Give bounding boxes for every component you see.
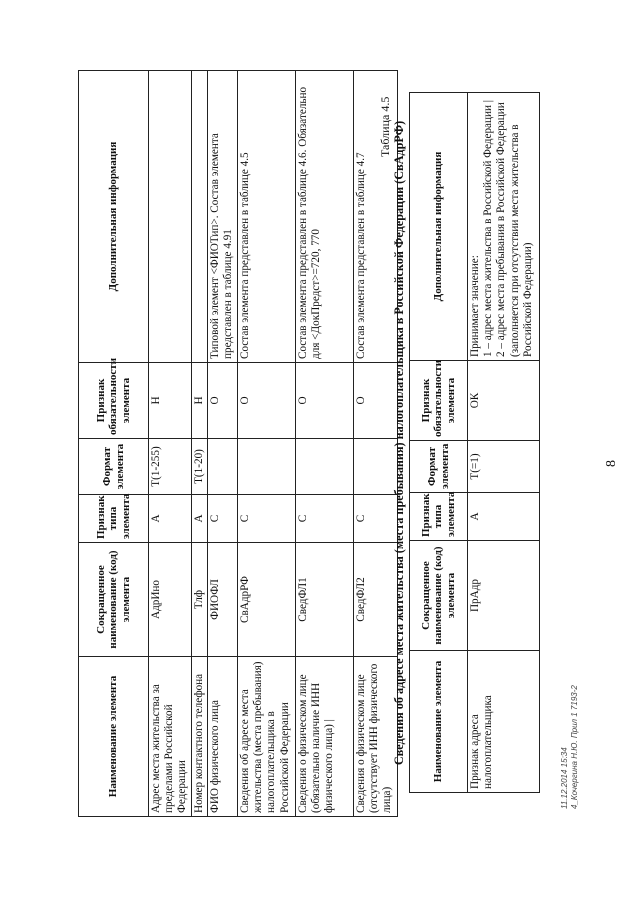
page-number: 8 (604, 460, 619, 467)
cell-name: ФИО физического лица (207, 657, 237, 817)
cell-info (149, 71, 192, 363)
table-header-row (410, 93, 468, 793)
elements-table (78, 70, 398, 817)
cell-code: АдрИно (149, 543, 192, 657)
cell-format (295, 439, 353, 495)
cell-code: Тлф (191, 543, 207, 657)
table-title: Сведения об адресе места жительства (места пребывания) налогоплательщика в Российской Федерации (СвАдрРФ) (392, 120, 406, 766)
cell-type: А (468, 493, 540, 541)
address-table (409, 92, 540, 793)
header-element-type: Признак типа элемента (79, 495, 149, 543)
cell-info: Состав элемента представлен в таблице 4.5 (237, 71, 295, 363)
cell-format (353, 439, 397, 495)
cell-code: СвАдрРФ (237, 543, 295, 657)
cell-required: О (207, 363, 237, 439)
cell-info (468, 93, 540, 361)
info-line: 1 – адрес места жительства в Российской Федерации | (482, 99, 495, 357)
cell-type: С (237, 495, 295, 543)
info-line: Принимает значение: (469, 255, 481, 357)
cell-code: ФИОФЛ (207, 543, 237, 657)
cell-format (237, 439, 295, 495)
cell-required: Н (149, 363, 192, 439)
cell-type: А (191, 495, 207, 543)
table-header-row (79, 71, 149, 817)
table-row (353, 71, 397, 817)
cell-name: Сведения о физическом лице (отсутствует ИНН физического лица) (353, 657, 397, 817)
cell-type: С (353, 495, 397, 543)
table-row (295, 71, 353, 817)
table-number-label: Таблица 4.5 (378, 96, 392, 157)
header-element-code: Сокращенное наименование (код) элемента (410, 541, 468, 651)
table-row (468, 93, 540, 793)
cell-info: Состав элемента представлен в таблице 4.7 (353, 71, 397, 363)
header-element-required: Признак обязательности элемента (410, 361, 468, 441)
cell-required: Н (191, 363, 207, 439)
cell-name: Номер контактного телефона (191, 657, 207, 817)
cell-type: С (207, 495, 237, 543)
cell-name: Сведения об адресе места жительства (места пребывания) налогоплательщика в Российской Федерации (237, 657, 295, 817)
cell-required: О (237, 363, 295, 439)
cell-name: Адрес места жительства за пределами Российской Федерации (149, 657, 192, 817)
header-element-name: Наименование элемента (410, 651, 468, 793)
header-element-format: Формат элемента (79, 439, 149, 495)
table-row (149, 71, 192, 817)
cell-required: О (295, 363, 353, 439)
cell-name: Признак адреса налогоплательщика (468, 651, 540, 793)
cell-code: СведФЛ1 (295, 543, 353, 657)
header-element-required: Признак обязательности элемента (79, 363, 149, 439)
stamp-line: 4_Кочергина Н.Ю. Прил 1 7193-2 (570, 685, 579, 809)
header-element-name: Наименование элемента (79, 657, 149, 817)
cell-info: Типовой элемент <ФИОТип>. Состав элемента представлен в таблице 4.91 (207, 71, 237, 363)
header-element-format: Формат элемента (410, 441, 468, 493)
table-row (207, 71, 237, 817)
document-stamp (560, 685, 580, 809)
info-line: 2 – адрес места пребывания в Российской Федерации (заполняется при отсутствии места жительства в Российской Федерации) (495, 102, 534, 357)
cell-info (191, 71, 207, 363)
cell-info: Состав элемента представлен в таблице 4.6. Обязательно для <ДокПредст>=720, 770 (295, 71, 353, 363)
cell-required: ОК (468, 361, 540, 441)
cell-format: Т(1-255) (149, 439, 192, 495)
cell-format (207, 439, 237, 495)
cell-type: А (149, 495, 192, 543)
stamp-line: 11.12.2014 15:34 (560, 747, 569, 809)
table-row (237, 71, 295, 817)
cell-name: Сведения о физическом лице (обязательно наличие ИНН физического лица) | (295, 657, 353, 817)
header-element-type: Признак типа элемента (410, 493, 468, 541)
header-element-code: Сокращенное наименование (код) элемента (79, 543, 149, 657)
cell-type: С (295, 495, 353, 543)
cell-format: Т(=1) (468, 441, 540, 493)
cell-code: ПрАдр (468, 541, 540, 651)
table-row (191, 71, 207, 817)
header-additional-info: Дополнительная информация (79, 71, 149, 363)
header-additional-info: Дополнительная информация (410, 93, 468, 361)
cell-required: О (353, 363, 397, 439)
cell-format: Т(1-20) (191, 439, 207, 495)
cell-code: СведФЛ2 (353, 543, 397, 657)
